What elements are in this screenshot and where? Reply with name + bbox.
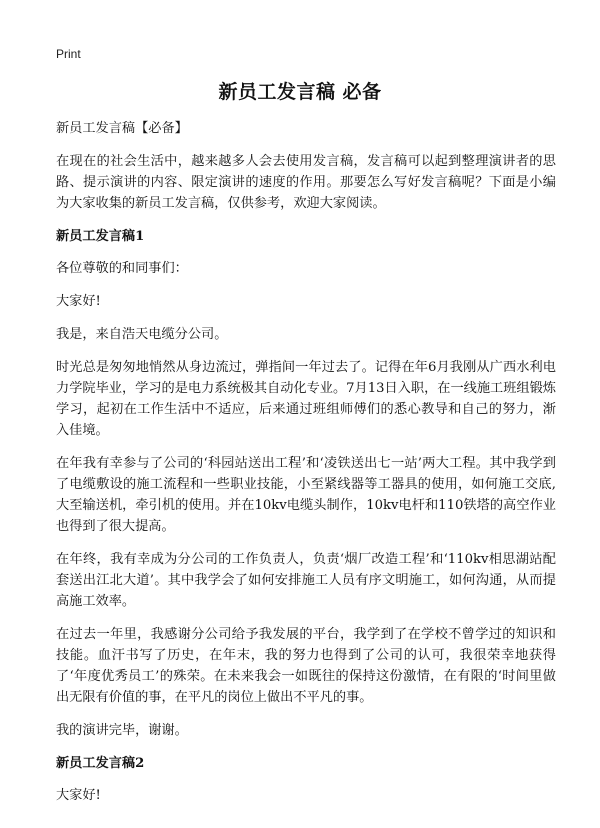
paragraph: 在过去一年里，我感谢分公司给予我发展的平台，我学到了在学校不曾学过的知识和技能。血汗书写了历史，在年末，我的努力也得到了公司的认可，我很荣幸地获得了‘年度优秀员工’的殊荣。在未来我会一如既往的保持这份激情，在有限的‘时间里做出无限有价值的事，在平凡的岗位上做出不平凡的事。	[56, 627, 556, 705]
section-heading: 新员工发言稿1	[56, 229, 145, 244]
print-label: Print	[56, 47, 81, 61]
paragraph: 各位尊敬的和同事们：	[56, 261, 188, 276]
paragraph: 我是，来自浩天电缆分公司。	[56, 327, 228, 342]
paragraph: 在年终，我有幸成为分公司的工作负责人，负责‘烟厂改造工程’和‘110kv相思湖站配套送出江北大道’。其中我学会了如何安排施工人员有序文明施工，如何沟通，从而提高施工效率。	[56, 552, 556, 609]
paragraph: 大家好!	[56, 294, 101, 309]
paragraph: 在年我有幸参与了公司的‘科园站送出工程’和‘凌铁送出七一站’两大工程。其中我学到了电缆敷设的施工流程和一些职业技能，小至紧线器等工器具的使用，如何施工交底,大至输送机，牵引机的使用。并在10kv电缆头制作，10kv电杆和110铁塔的高空作业也得到了很大提高。	[56, 456, 556, 534]
document-body	[56, 118, 556, 818]
paragraph: 大家好!	[56, 788, 101, 803]
intro-paragraph: 在现在的社会生活中，越来越多人会去使用发言稿，发言稿可以起到整理演讲者的思路、提示演讲的内容、限定演讲的速度的作用。那要怎么写好发言稿呢？下面是小编为大家收集的新员工发言稿，仅供参考，欢迎大家阅读。	[56, 154, 556, 211]
document-subtitle: 新员工发言稿【必备】	[56, 121, 188, 136]
paragraph: 时光总是匆匆地悄然从身边流过，弹指间一年过去了。记得在年6月我刚从广西水利电力学院毕业，学习的是电力系统极其自动化专业。7月13日入职，在一线施工班组锻炼学习，起初在工作生活中不适应，后来通过班组师傅们的悉心教导和自己的努力，渐入佳境。	[56, 360, 556, 438]
section-heading: 新员工发言稿2	[56, 756, 145, 771]
paragraph: 我的演讲完毕，谢谢。	[56, 723, 188, 738]
document-title: 新员工发言稿 必备	[218, 81, 382, 103]
